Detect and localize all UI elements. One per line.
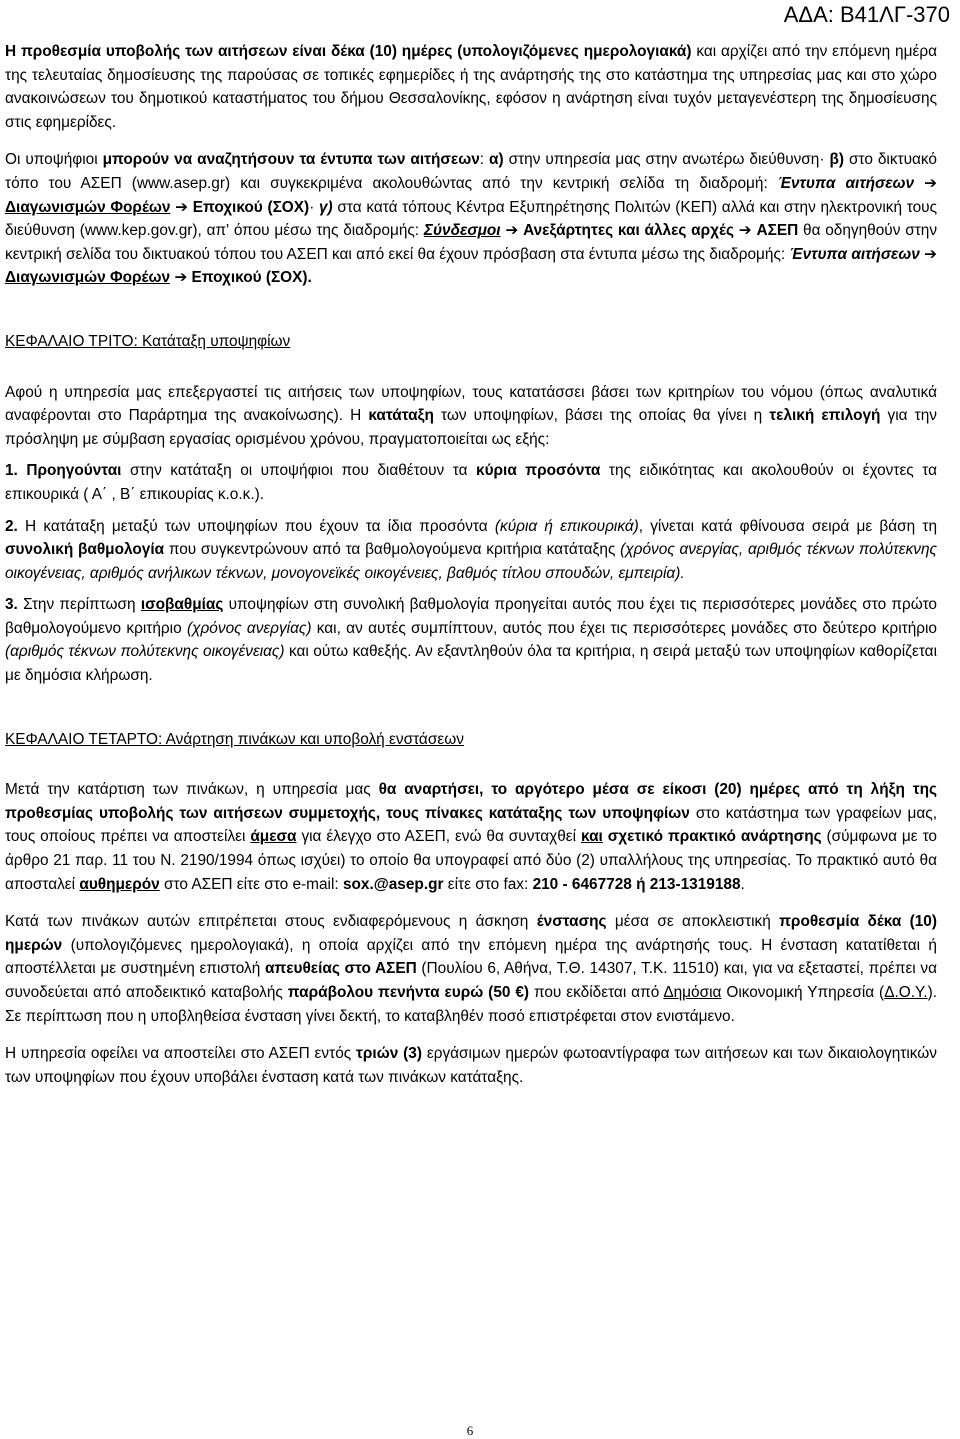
- arrow-icon: ➔: [505, 222, 519, 240]
- forwarding-paragraph: Η υπηρεσία οφείλει να αποστείλει στο ΑΣΕΠ εντός τριών (3) εργάσιμων ημερών φωτοαντίγραφα των αιτήσεων και των δικαιολογητικών των υποψηφίων που έχουν υποβάλει ένσταση κατά των πινάκων κατάταξης.: [5, 1045, 937, 1086]
- chapter-three-heading: ΚΕΦΑΛΑΙΟ ΤΡΙΤΟ: Κατάταξη υποψηφίων: [5, 332, 291, 350]
- ranking-item-2: 2. Η κατάταξη μεταξύ των υποψηφίων που έχουν τα ίδια προσόντα (κύρια ή επικουρικά), γίνεται κατά φθίνουσα σειρά με βάση τη συνολική βαθμολογία που συγκεντρώνουν από τα βαθμολογούμενα κριτήρια κατάταξης (χρόνος ανεργίας, αριθμός τέκνων πολύτεκνης οικογένειας, αριθμός ανήλικων τέκνων, μονογονεϊκές οικογένειες, βαθμός τίτλου σπουδών, εμπειρία).: [5, 517, 938, 582]
- chapter-four-heading: ΚΕΦΑΛΑΙΟ ΤΕΤΑΡΤΟ: Ανάρτηση πινάκων και υποβολή ενστάσεων: [5, 730, 464, 748]
- arrow-icon: ➔: [174, 269, 188, 287]
- objection-paragraph: Κατά των πινάκων αυτών επιτρέπεται στους ενδιαφερόμενους η άσκηση ένστασης μέσα σε αποκλειστική προθεσμία δέκα (10) ημερών (υπολογιζόμενες ημερολογιακά), η οποία αρχίζει από την επόμενη ημέρα της ανάρτησής τους. Η ένσταση κατατίθεται ή αποστέλλεται με συστημένη επιστολή απευθείας στο ΑΣΕΠ (Πουλίου 6, Αθήνα, Τ.Θ. 14307, Τ.Κ. 11510) και, για να εξεταστεί, πρέπει να συνοδεύεται από αποδεικτικό καταβολής παράβολου πενήντα ευρώ (50 €) που εκδίδεται από Δημόσια Οικονομική Υπηρεσία (Δ.Ο.Υ.). Σε περίπτωση που η υποβληθείσα ένσταση γίνει δεκτή, το καταβληθέν ποσό επιστρέφεται στον ενιστάμενο.: [5, 913, 937, 1025]
- document-code: ΑΔΑ: Β41ΛΓ-370: [783, 2, 950, 27]
- forms-paragraph: Οι υποψήφιοι μπορούν να αναζητήσουν τα έντυπα των αιτήσεων: α) στην υπηρεσία μας στην ανωτέρω διεύθυνση· β) στο δικτυακό τόπο του ΑΣΕΠ (www.asep.gr) και συγκεκριμένα ακολουθώντας από την κεντρική σελίδα τη διαδρομή: Έντυπα αιτήσεων ➔ Διαγωνισμών Φορέων ➔ Εποχικού (ΣΟΧ)· γ) στα κατά τόπους Κέντρα Εξυπηρέτησης Πολιτών (ΚΕΠ) αλλά και στην ηλεκτρονική τους διεύθυνση (www.kep.gov.gr), απ' όπου μέσω της διαδρομής: Σύνδεσμοι ➔ Ανεξάρτητες και άλλες αρχές ➔ ΑΣΕΠ θα οδηγηθούν στην κεντρική σελίδα του δικτυακού τόπου του ΑΣΕΠ και από εκεί θα έχουν πρόσβαση στα έντυπα μέσω της διαδρομής: Έντυπα αιτήσεων ➔ Διαγωνισμών Φορέων ➔ Εποχικού (ΣΟΧ).: [5, 151, 938, 287]
- document-body: [5, 40, 937, 1103]
- arrow-icon: ➔: [924, 174, 937, 192]
- arrow-icon: ➔: [175, 198, 189, 216]
- deadline-paragraph: Η προθεσμία υποβολής των αιτήσεων είναι δέκα (10) ημέρες (υπολογιζόμενες ημερολογιακά) και αρχίζει από την επόμενη ημέρα της τελευταίας δημοσίευσης της παρούσας σε τοπικές εφημερίδες ή της ανάρτησής της στο κατάστημα της υπηρεσίας μας και στο χώρο ανακοινώσεων του δημοτικού καταστήματος του δήμου Θεσσαλονίκης, εφόσον η ανάρτηση είναι τυχόν μεταγενέστερη της δημοσίευσης στις εφημερίδες.: [5, 43, 937, 131]
- arrow-icon: ➔: [738, 222, 752, 240]
- arrow-icon: ➔: [924, 245, 938, 263]
- ranking-item-3: 3. Στην περίπτωση ισοβαθμίας υποψηφίων στη συνολική βαθμολογία προηγείται αυτός που έχει τις περισσότερες μονάδες στο πρώτο βαθμολογούμενο κριτήριο (χρόνος ανεργίας) και, αν αυτές συμπίπτουν, αυτός που έχει τις περισσότερες μονάδες στο δεύτερο κριτήριο (αριθμός τέκνων πολύτεκνης οικογένειας) και ούτω καθεξής. Αν εξαντληθούν όλα τα κριτήρια, η σειρά μεταξύ των υποψηφίων καθορίζεται με δημόσια κλήρωση.: [5, 596, 937, 685]
- ranking-item-1: 1. Προηγούνται στην κατάταξη οι υποψήφιοι που διαθέτουν τα κύρια προσόντα της ειδικότητας και ακολουθούν οι έχοντες τα επικουρικά ( Α΄ , Β΄ επικουρίας κ.ο.κ.).: [5, 462, 937, 503]
- ranking-intro-paragraph: Αφού η υπηρεσία μας επεξεργαστεί τις αιτήσεις των υποψηφίων, τους κατατάσσει βάσει των κριτηρίων του νόμου (όπως αναλυτικά αναφέρονται στο Παράρτημα της ανακοίνωσης). Η κατάταξη των υποψηφίων, βάσει της οποίας θα γίνει η τελική επιλογή για την πρόσληψη με σύμβαση εργασίας ορισμένου χρόνου, πραγματοποιείται ως εξής:: [5, 383, 937, 448]
- tables-posting-paragraph: Μετά την κατάρτιση των πινάκων, η υπηρεσία μας θα αναρτήσει, το αργότερο μέσα σε είκοσι (20) ημέρες από τη λήξη της προθεσμίας υποβολής των αιτήσεων συμμετοχής, τους πίνακες κατάταξης των υποψηφίων στο κατάστημα των γραφείων μας, τους οποίους πρέπει να αποστείλει άμεσα για έλεγχο στο ΑΣΕΠ, ενώ θα συνταχθεί και σχετικό πρακτικό ανάρτησης (σύμφωνα με το άρθρο 21 παρ. 11 του Ν. 2190/1994 όπως ισχύει) το οποίο θα υπογραφεί από δύο (2) υπαλλήλους της υπηρεσίας. Το πρακτικό αυτό θα αποσταλεί αυθημερόν στο ΑΣΕΠ είτε στο e-mail: sox.@asep.gr είτε στο fax: 210 - 6467728 ή 213-1319188.: [5, 781, 937, 893]
- page-number: 6: [466, 1423, 474, 1438]
